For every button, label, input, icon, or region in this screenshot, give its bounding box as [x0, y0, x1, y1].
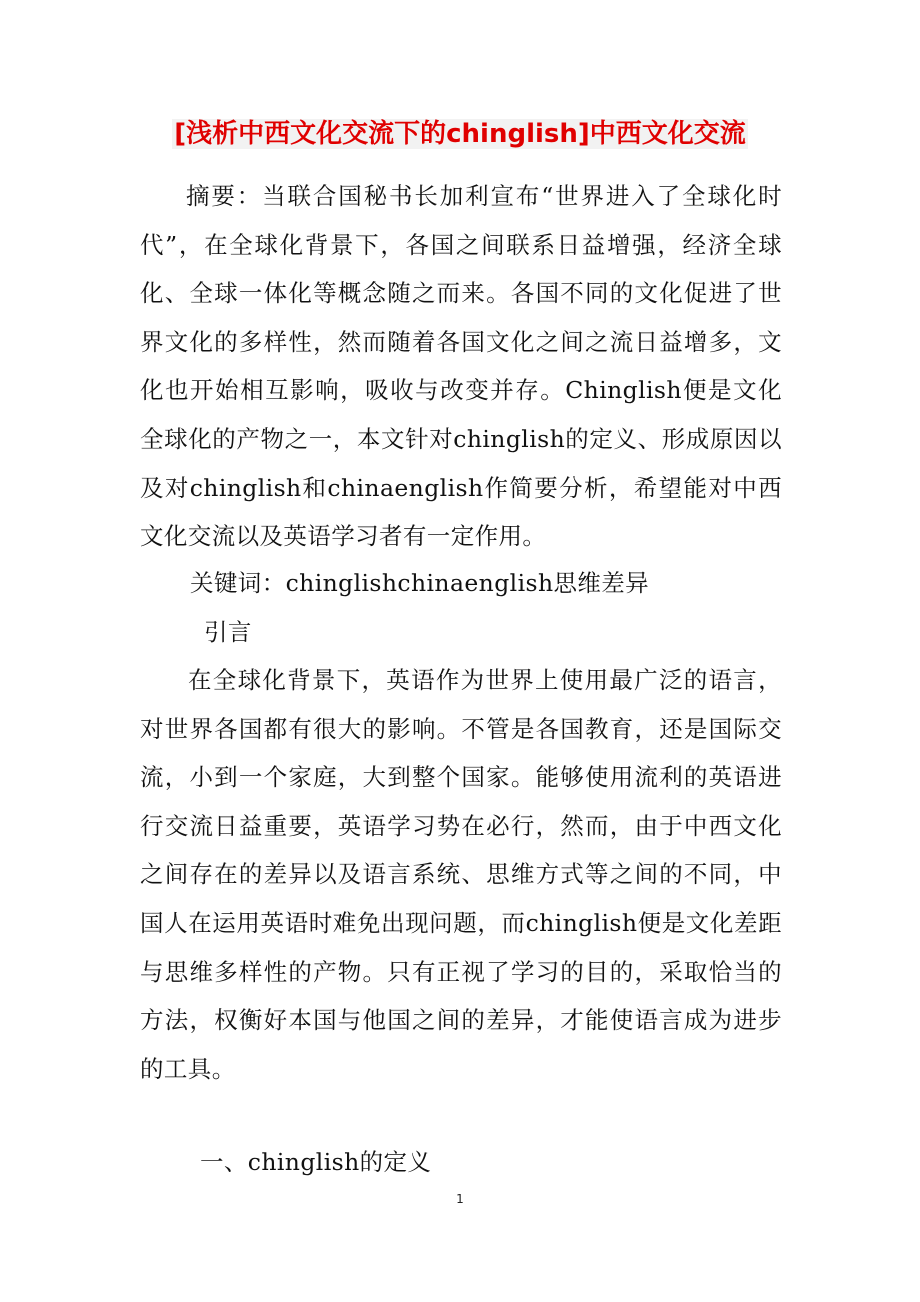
document-title	[120, 112, 800, 156]
section-heading: 一、chinglish的定义	[200, 1148, 432, 1176]
introduction-heading: 引言	[204, 618, 252, 646]
page-number: 1	[456, 1192, 464, 1206]
introduction-paragraph: 在全球化背景下，英语作为世界上使用最广泛的语言，对世界各国都有很大的影响。不管是各国教育，还是国际交流，小到一个家庭，大到整个国家。能够使用流利的英语进行交流日益重要，英语学习势在必行，然而，由于中西文化之间存在的差异以及语言系统、思维方式等之间的不同，中国人在运用英语时难免出现问题，而chinglish便是文化差距与思维多样性的产物。只有正视了学习的目的，采取恰当的方法，权衡好本国与他国之间的差异，才能使语言成为进步的工具。	[140, 666, 782, 1083]
document-title-text: [浅析中西文化交流下的chinglish]中西文化交流	[174, 119, 746, 149]
keywords-line: 关键词：chinglishchinaenglish思维差异	[190, 569, 650, 597]
abstract-paragraph: 摘要：当联合国秘书长加利宣布“世界进入了全球化时代”，在全球化背景下，各国之间联系日益增强，经济全球化、全球一体化等概念随之而来。各国不同的文化促进了世界文化的多样性，然而随着各国文化之间之流日益增多，文化也开始相互影响，吸收与改变并存。Chinglish便是文化全球化的产物之一，本文针对chinglish的定义、形成原因以及对chinglish和chinaenglish作简要分析，希望能对中西文化交流以及英语学习者有一定作用。	[140, 182, 782, 551]
